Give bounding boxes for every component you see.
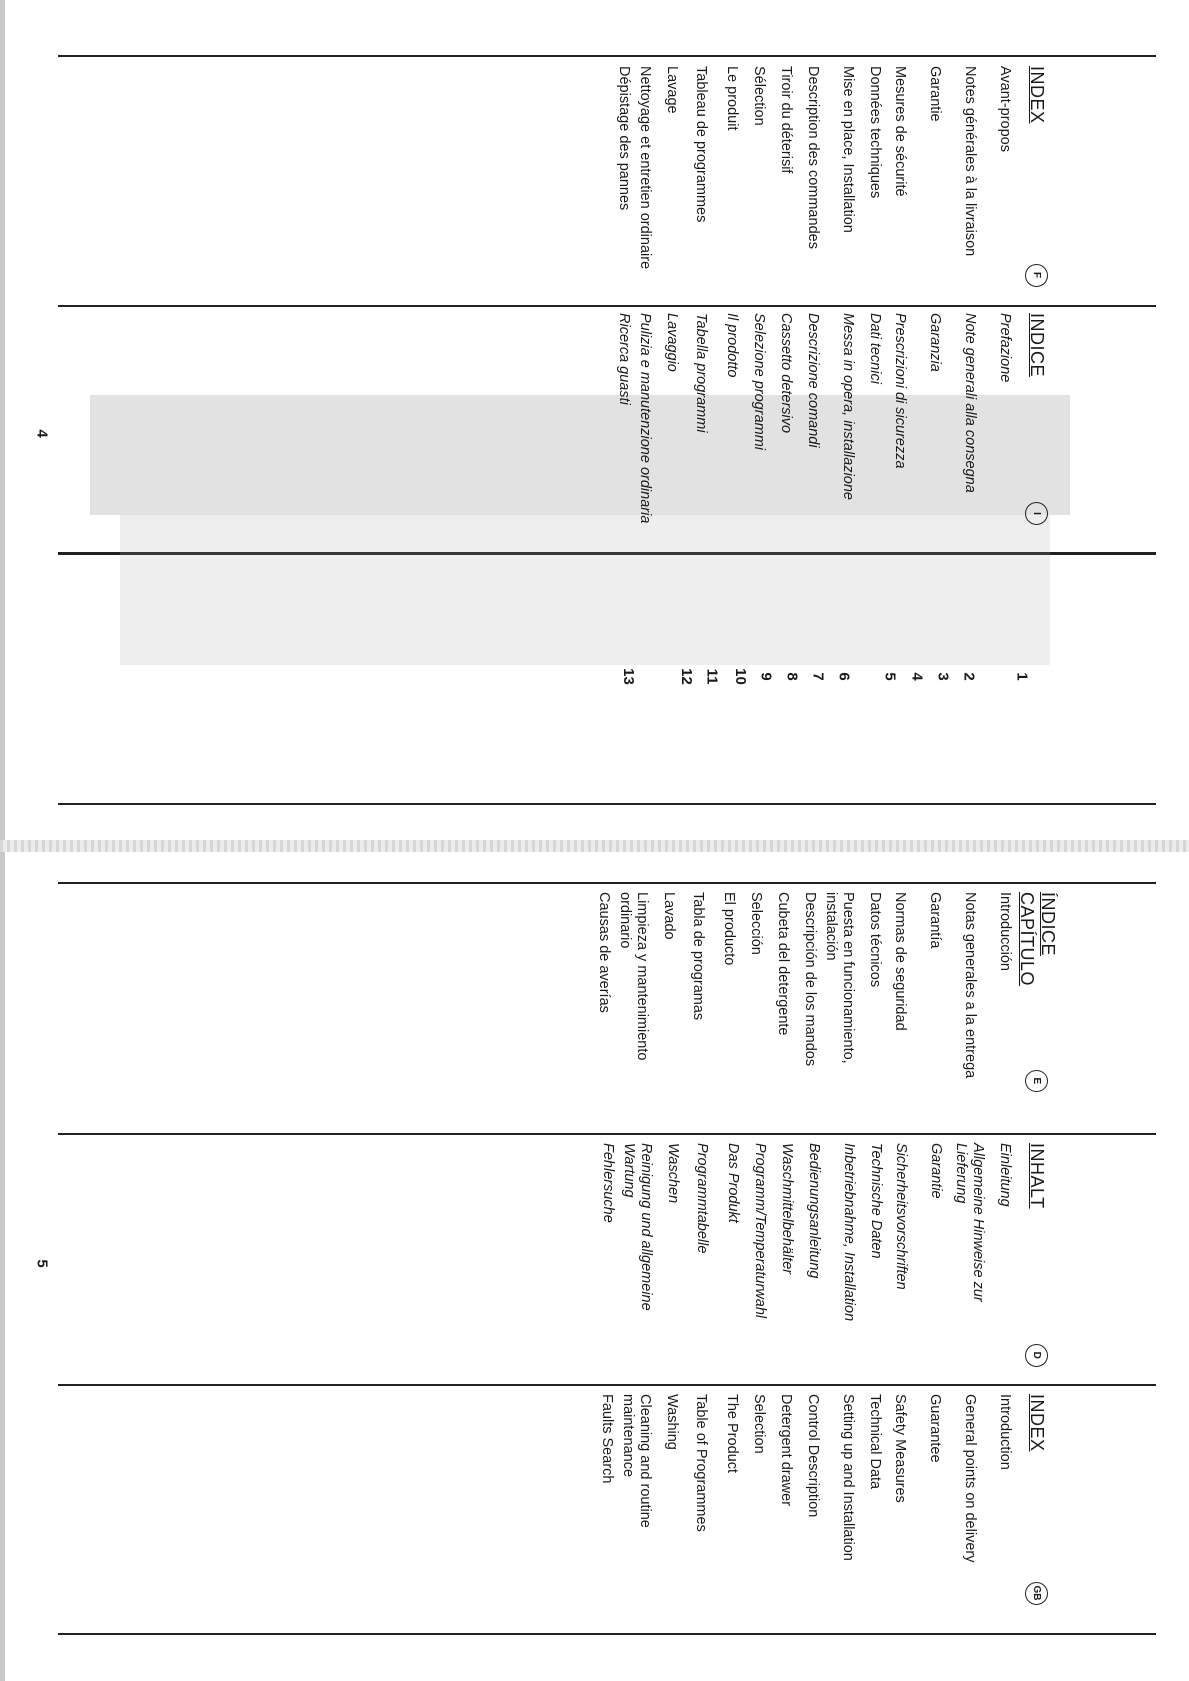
toc-item: Technische Daten	[868, 1143, 884, 1259]
language-badge: GB	[1026, 1582, 1049, 1605]
toc-item: Puesta en funcionamiento, instalación	[823, 892, 856, 1064]
page-number: 7	[809, 672, 827, 681]
toc-item: Cubeta del detergente	[775, 892, 791, 1036]
page-fold	[0, 840, 1189, 852]
toc-item: Normas de seguridad	[892, 892, 908, 1031]
toc-item: Technical Data	[867, 1394, 883, 1490]
page-number: 5	[881, 672, 899, 681]
toc-item: Descripción de los mandos	[802, 892, 818, 1067]
toc-item: Washing	[664, 1394, 680, 1450]
folio-left: 4	[33, 429, 51, 438]
toc-section-es	[595, 892, 1057, 1092]
toc-item: Lavado	[661, 892, 677, 940]
toc-item: Garantía	[927, 892, 943, 949]
page-number: 3	[934, 672, 952, 681]
rule	[58, 305, 1156, 307]
toc-item: Pulizia e manutenzione ordinaria	[637, 313, 653, 524]
section-title: INDEX	[1027, 1394, 1048, 1452]
page-number: 11	[703, 668, 721, 685]
page-number: 1	[1013, 672, 1031, 681]
toc-item: General points on delivery	[962, 1394, 978, 1563]
toc-item: Dati tecnici	[867, 313, 883, 384]
toc-item: Causas de averías	[596, 892, 612, 1013]
page-number: 6	[835, 672, 853, 681]
section-title: INDICE	[1027, 313, 1048, 378]
section-title: INHALT	[1027, 1143, 1048, 1209]
toc-item: Programm/Temperaturwahl	[752, 1143, 768, 1319]
page-number: 2	[960, 672, 978, 681]
language-badge: F	[1026, 264, 1049, 287]
toc-item: Cassetto detersivo	[778, 313, 794, 434]
toc-item: Garantie	[928, 1143, 944, 1199]
toc-section-fr	[615, 66, 1057, 287]
toc-item: Garantie	[927, 66, 943, 122]
toc-item: Cleaning and routine maintenance	[620, 1394, 653, 1528]
folio-right: 5	[33, 1259, 51, 1268]
toc-item: Selezione programmi	[751, 313, 767, 451]
toc-item: Das Produkt	[725, 1143, 741, 1223]
toc-item: Mesures de sécurité	[892, 66, 908, 197]
toc-item: Mise en place, Installation	[840, 66, 856, 233]
toc-item: Avant-propos	[997, 66, 1013, 152]
toc-item: Setting up and Installation	[840, 1394, 856, 1561]
toc-item: Einleitung	[997, 1143, 1013, 1207]
toc-item: Detergent drawer	[778, 1394, 794, 1507]
language-badge: E	[1026, 1070, 1049, 1092]
toc-item: Limpieza y mantenimiento ordinario	[617, 892, 650, 1061]
toc-item: Sélection	[751, 66, 767, 126]
toc-item: Messa in opera, installazione	[840, 313, 856, 500]
toc-item: Lavaggio	[664, 313, 680, 372]
toc-item: Reinigung und allgemeine Wartung	[621, 1143, 654, 1311]
toc-item: Dépistage des pannes	[616, 66, 632, 211]
toc-item: Notes générales à la livraison	[962, 66, 978, 257]
toc-item: Allgemeine Hinweise zur Lieferung	[953, 1143, 986, 1302]
rule	[58, 1384, 1156, 1386]
toc-item: The Product	[724, 1394, 740, 1473]
toc-section-it	[615, 313, 1057, 528]
rule	[58, 1133, 1156, 1135]
rule	[58, 55, 1156, 57]
toc-item: Prescrizioni di sicurezza	[892, 313, 908, 469]
toc-item: Le produit	[724, 66, 740, 131]
toc-item: Bedienungsanleitung	[806, 1143, 822, 1279]
page-number: 4	[908, 672, 926, 681]
toc-item: Tiroir du déterisif	[778, 66, 794, 174]
toc-item: Prefazione	[997, 313, 1013, 383]
language-badge: I	[1026, 502, 1049, 525]
toc-item: Selección	[748, 892, 764, 955]
toc-item: Tabla de programas	[690, 892, 706, 1021]
toc-item: Safety Measures	[892, 1394, 908, 1503]
toc-item: Table of Programmes	[693, 1394, 709, 1532]
toc-item: Description des commandes	[805, 66, 821, 249]
page-number: 13	[619, 668, 637, 685]
toc-item: Tabella programmi	[693, 313, 709, 433]
toc-item: Descrizione comandi	[805, 313, 821, 448]
toc-item: Faults Search	[599, 1394, 615, 1484]
toc-item: Waschmittelbehälter	[779, 1143, 795, 1275]
toc-item: Lavage	[664, 66, 680, 114]
page-number: 9	[757, 672, 775, 681]
toc-item: Guarantee	[927, 1394, 943, 1463]
toc-item: Tableau de programmes	[693, 66, 709, 223]
language-badge: D	[1026, 1344, 1049, 1367]
toc-item: Il prodotto	[724, 313, 740, 378]
page-number: 10	[731, 668, 749, 685]
scan-stain	[120, 515, 1050, 665]
section-title: ÍNDICE CAPÍTULO	[1017, 892, 1058, 987]
page-number: 12	[677, 668, 695, 685]
toc-item: Introducción	[997, 892, 1013, 971]
section-title: INDEX	[1027, 66, 1048, 124]
rule	[58, 803, 1156, 805]
toc-item: Garanzia	[927, 313, 943, 372]
toc-item: El producto	[721, 892, 737, 966]
toc-item: Ricerca guasti	[616, 313, 632, 405]
page-number: 8	[783, 672, 801, 681]
toc-item: Control Description	[805, 1394, 821, 1518]
toc-item: Selection	[751, 1394, 767, 1454]
toc-item: Introduction	[997, 1394, 1013, 1470]
toc-item: Fehlersuche	[600, 1143, 616, 1223]
toc-item: Note generali alla consegna	[962, 313, 978, 493]
rule	[58, 1633, 1156, 1635]
toc-section-gb	[598, 1394, 1057, 1605]
toc-item: Données techniques	[867, 66, 883, 199]
toc-item: Programmtabelle	[694, 1143, 710, 1254]
rule	[58, 882, 1156, 884]
toc-item: Nettoyage et entretien ordinaire	[637, 66, 653, 270]
toc-item: Notas generales a la entrega	[962, 892, 978, 1079]
toc-item: Sicherheitsvorschriften	[893, 1143, 909, 1290]
toc-item: Waschen	[665, 1143, 681, 1204]
toc-item: Datos técnicos	[867, 892, 883, 988]
toc-section-de	[599, 1143, 1057, 1367]
toc-item: Inbetriebnahme, Installation	[841, 1143, 857, 1322]
